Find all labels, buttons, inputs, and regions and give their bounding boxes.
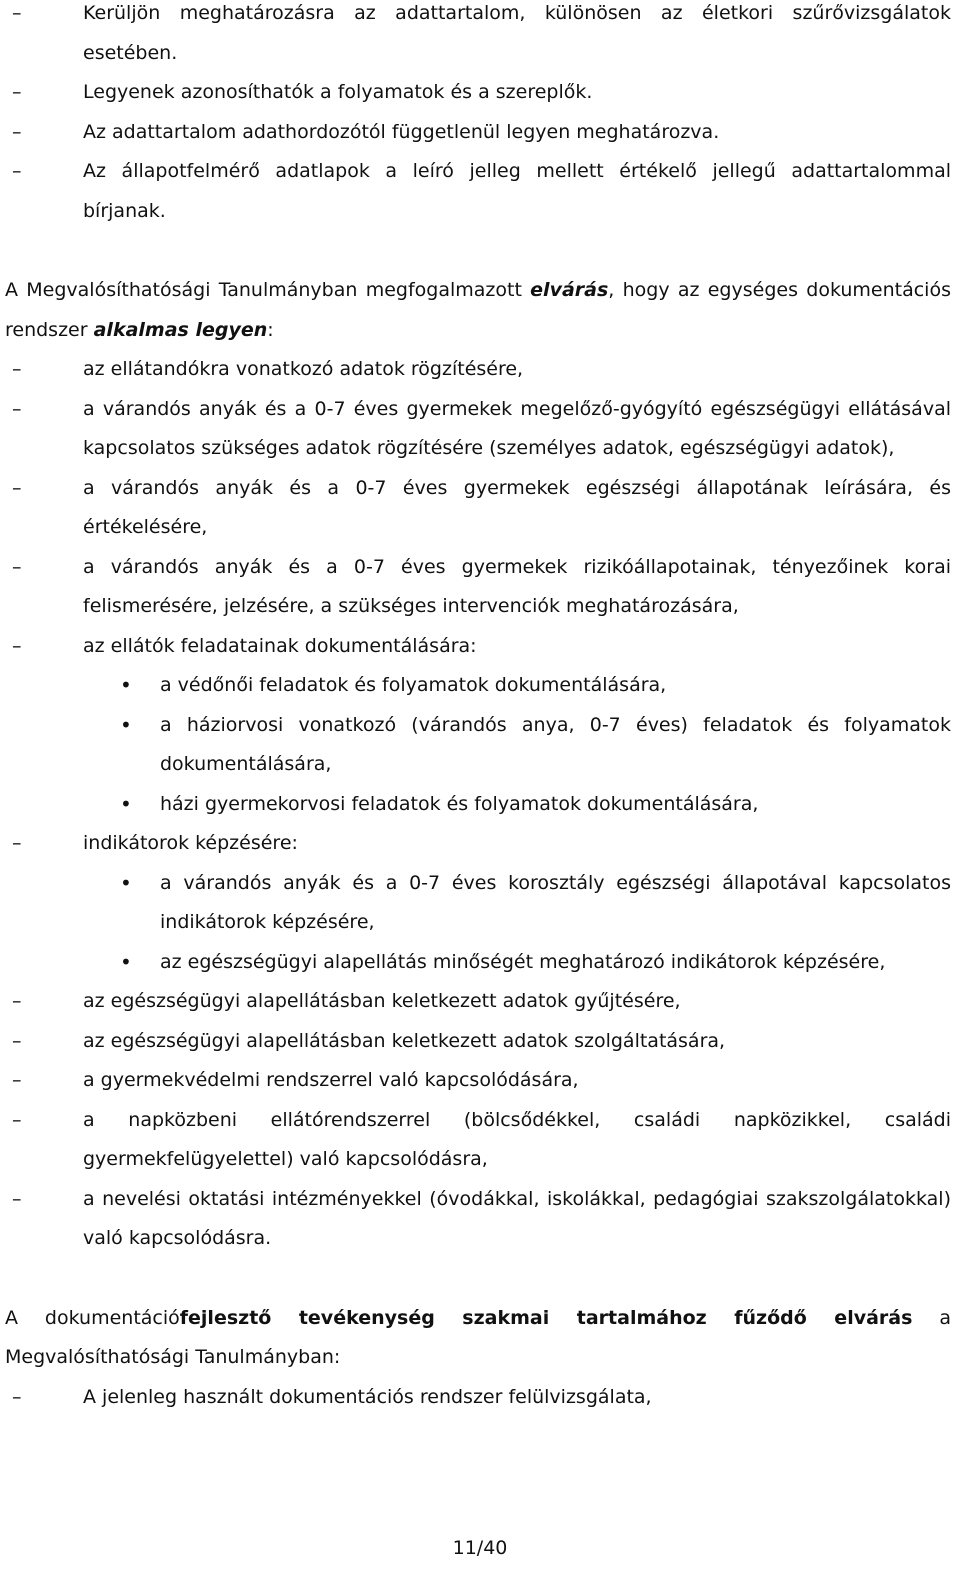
- emphasis-text: elvárás: [530, 279, 609, 301]
- top-list: [5, 0, 951, 231]
- requirements-list: [5, 350, 951, 1259]
- paragraph-text: , hogy az egységes dokumentációs rendszer: [5, 279, 951, 341]
- paragraph-expectations: [5, 271, 951, 350]
- spacer: [5, 231, 951, 271]
- list-item: – Kerüljön meghatározásra az adattartalom, különösen az életkori szűrővizsgálatok esetében.: [5, 0, 951, 73]
- paragraph-text: A Megvalósíthatósági Tanulmányban megfogalmazott: [5, 279, 531, 301]
- list-item: – Az állapotfelmérő adatlapok a leíró jelleg mellett értékelő jellegű adattartalommal bírjanak.: [5, 152, 951, 231]
- paragraph-text: a Megvalósíthatósági Tanulmányban:: [5, 1306, 951, 1368]
- bold-text: fejlesztő tevékenység szakmai tartalmához fűződő elvárás: [179, 1306, 913, 1329]
- sub-list-item: • a védőnői feladatok és folyamatok dokumentálására,: [160, 666, 951, 706]
- list-item: – az ellátók feladatainak dokumentálására:: [5, 627, 951, 667]
- paragraph-text: :: [267, 318, 274, 341]
- list-item: – indikátorok képzésére:: [5, 824, 951, 864]
- list-item: – Legyenek azonosíthatók a folyamatok és a szereplők.: [5, 73, 951, 113]
- paragraph-text: A dokumentáció: [5, 1306, 180, 1329]
- sub-list-item: • a háziorvosi vonatkozó (várandós anya, 0-7 éves) feladatok és folyamatok dokumentálására,: [160, 706, 951, 785]
- list-item: – az ellátandókra vonatkozó adatok rögzítésére,: [5, 350, 951, 390]
- list-item: – az egészségügyi alapellátásban keletkezett adatok gyűjtésére,: [5, 982, 951, 1022]
- list-item: – a várandós anyák és a 0-7 éves gyermekek egészségi állapotának leírására, és értékelésére,: [5, 469, 951, 548]
- document-page: [5, 0, 951, 1417]
- emphasis-text: alkalmas legyen: [93, 318, 268, 341]
- paragraph-development: [5, 1299, 951, 1378]
- list-item: – a várandós anyák és a 0-7 éves gyermekek megelőző-gyógyító egészségügyi ellátásával kapcsolatos szükséges adatok rögzítésére (személyes adatok, egészségügyi adatok),: [5, 390, 951, 469]
- list-item: – A jelenleg használt dokumentációs rendszer felülvizsgálata,: [5, 1378, 951, 1418]
- list-item: – a napközbeni ellátórendszerrel (bölcsődékkel, családi napközikkel, családi gyermekfelügyelettel) való kapcsolódásra,: [5, 1101, 951, 1180]
- page-number: 11/40: [452, 1537, 508, 1559]
- sub-list-item: • az egészségügyi alapellátás minőségét meghatározó indikátorok képzésére,: [160, 943, 951, 983]
- list-item: – a nevelési oktatási intézményekkel (óvodákkal, iskolákkal, pedagógiai szakszolgálatokkal) való kapcsolódásra.: [5, 1180, 951, 1259]
- list-item: – az egészségügyi alapellátásban keletkezett adatok szolgáltatására,: [5, 1022, 951, 1062]
- sub-list-item: • a várandós anyák és a 0-7 éves korosztály egészségi állapotával kapcsolatos indikátorok képzésére,: [160, 864, 951, 943]
- spacer: [5, 1259, 951, 1299]
- list-item: – Az adattartalom adathordozótól függetlenül legyen meghatározva.: [5, 113, 951, 153]
- sub-list-item: • házi gyermekorvosi feladatok és folyamatok dokumentálására,: [160, 785, 951, 825]
- development-list: [5, 1378, 951, 1418]
- list-item: – a gyermekvédelmi rendszerrel való kapcsolódására,: [5, 1061, 951, 1101]
- list-item: – a várandós anyák és a 0-7 éves gyermekek rizikóállapotainak, tényezőinek korai felismerésére, jelzésére, a szükséges intervenciók meghatározására,: [5, 548, 951, 627]
